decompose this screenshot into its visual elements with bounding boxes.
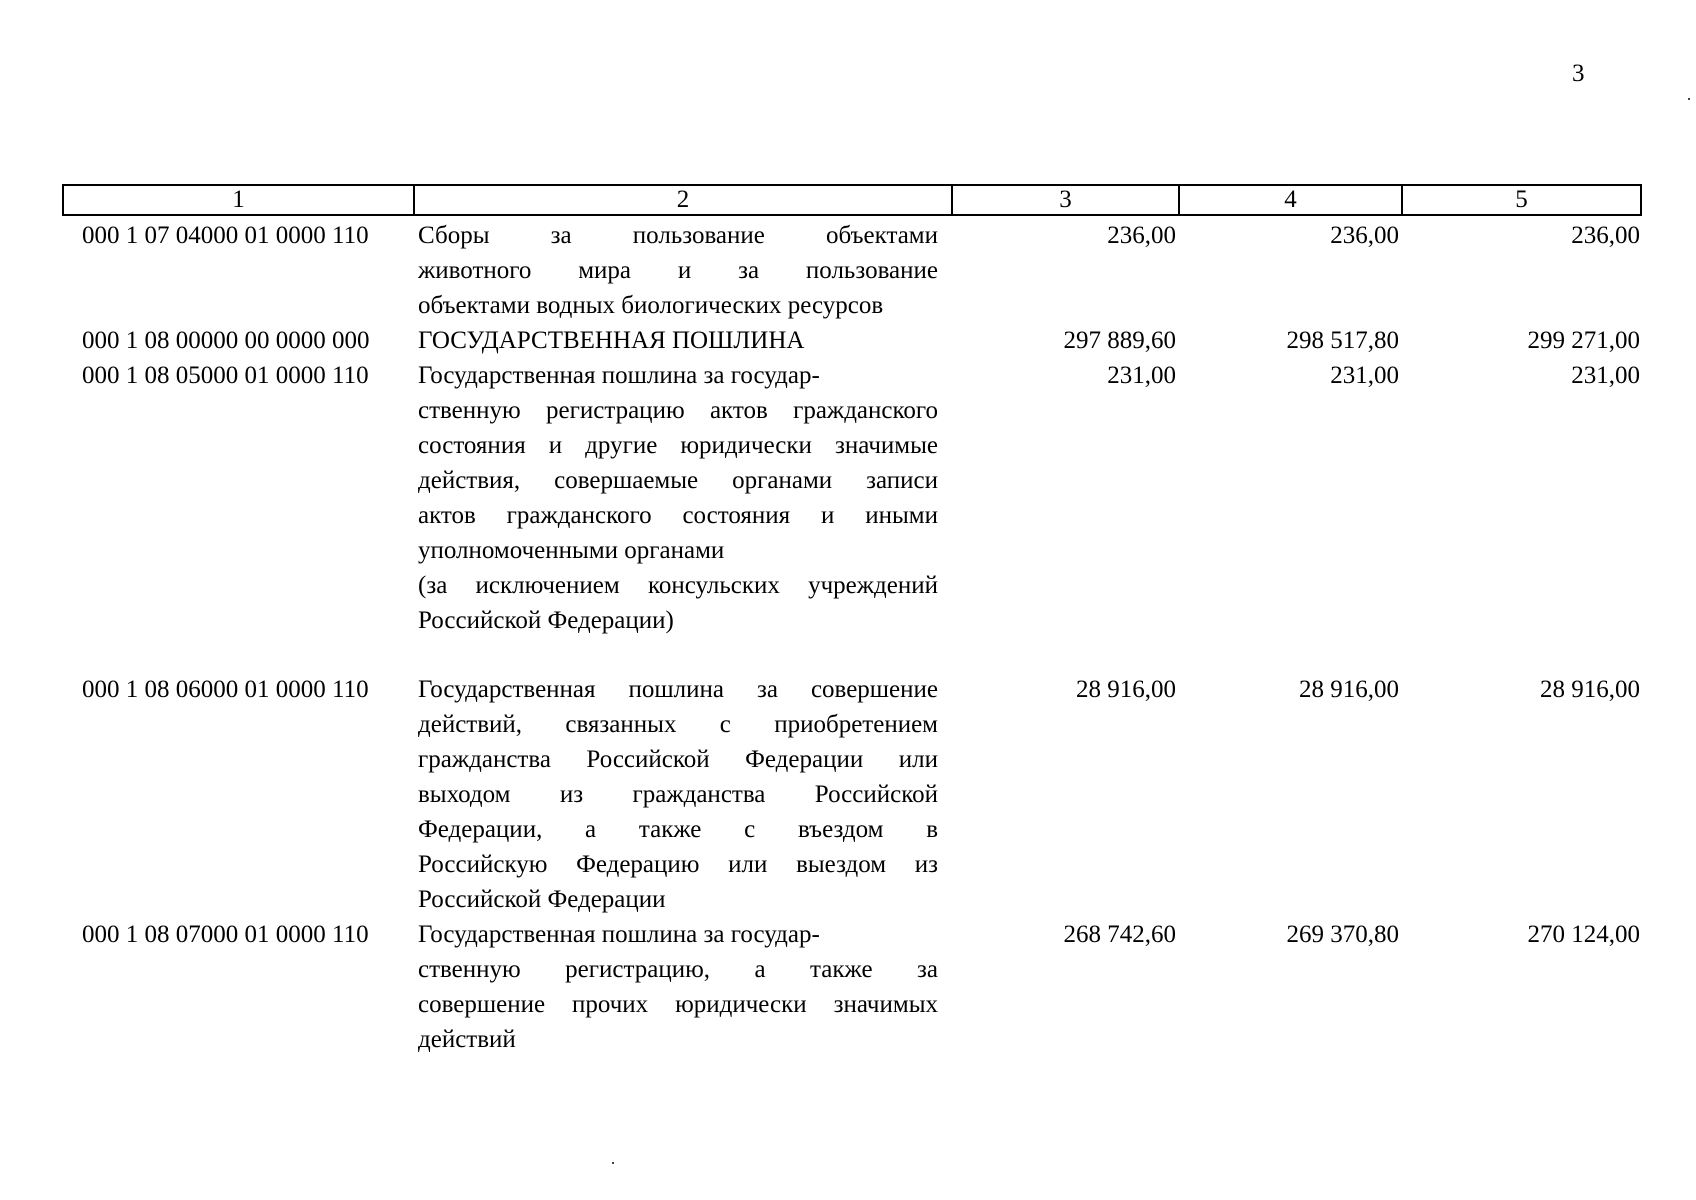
description-line: Государственная пошлина за государ- [418,921,820,948]
budget-code: 000 1 08 06000 01 0000 110 [82,676,369,703]
description-line: действий [418,1026,516,1053]
description-line: состояния и другие юридически значимые [418,432,938,459]
scan-speck [612,1162,614,1164]
value-col-3: 268 742,60 [1063,921,1176,948]
value-col-3: 236,00 [1107,222,1176,249]
header-col-5: 5 [1402,185,1641,215]
row-description [418,672,938,917]
description-line: животного мира и за пользование [418,257,938,284]
value-col-5: 299 271,00 [1527,327,1640,354]
description-line: действий, связанных с приобретением [418,711,938,738]
page-number: 3 [1572,60,1585,87]
value-col-4: 231,00 [1330,362,1399,389]
description-line: уполномоченными органами [418,537,725,564]
description-line: Российскую Федерацию или выездом из [418,851,938,878]
value-col-3: 297 889,60 [1063,327,1176,354]
description-line: ственную регистрацию актов гражданского [418,397,938,424]
column-number-header [62,184,1642,216]
value-col-5: 28 916,00 [1540,676,1640,703]
value-col-4: 269 370,80 [1286,921,1399,948]
description-line: объектами водных биологических ресурсов [418,292,884,319]
description-line: Российской Федерации) [418,607,674,634]
value-col-5: 236,00 [1571,222,1640,249]
value-col-5: 270 124,00 [1527,921,1640,948]
header-col-2: 2 [414,185,952,215]
row-description [418,218,938,323]
description-line: актов гражданского состояния и иными [418,502,938,529]
scan-speck [1688,98,1690,100]
value-col-4: 28 916,00 [1299,676,1399,703]
budget-code: 000 1 08 05000 01 0000 110 [82,362,369,389]
row-description [418,917,938,1057]
row-description [418,323,938,358]
description-line: Российской Федерации [418,886,666,913]
header-row [63,185,1641,215]
value-col-4: 236,00 [1330,222,1399,249]
budget-code: 000 1 08 07000 01 0000 110 [82,921,369,948]
description-line: Сборы за пользование объектами [418,222,938,249]
value-col-5: 231,00 [1571,362,1640,389]
description-line: выходом из гражданства Российской [418,781,938,808]
header-col-4: 4 [1179,185,1402,215]
value-col-4: 298 517,80 [1286,327,1399,354]
row-description [418,358,938,638]
description-line: Федерации, а также с въездом в [418,816,938,843]
budget-code: 000 1 07 04000 01 0000 110 [82,222,369,249]
budget-code: 000 1 08 00000 00 0000 000 [82,327,370,354]
header-col-3: 3 [952,185,1179,215]
description-line: ГОСУДАРСТВЕННАЯ ПОШЛИНА [418,327,805,354]
value-col-3: 231,00 [1107,362,1176,389]
description-line: (за исключением консульских учреждений [418,572,938,599]
value-col-3: 28 916,00 [1076,676,1176,703]
description-line: гражданства Российской Федерации или [418,746,938,773]
description-line: Государственная пошлина за государ- [418,362,820,389]
description-line: совершение прочих юридически значимых [418,991,938,1018]
header-col-1: 1 [63,185,414,215]
description-line: ственную регистрацию, а также за [418,956,938,983]
description-line: действия, совершаемые органами записи [418,467,938,494]
description-line: Государственная пошлина за совершение [418,676,938,703]
